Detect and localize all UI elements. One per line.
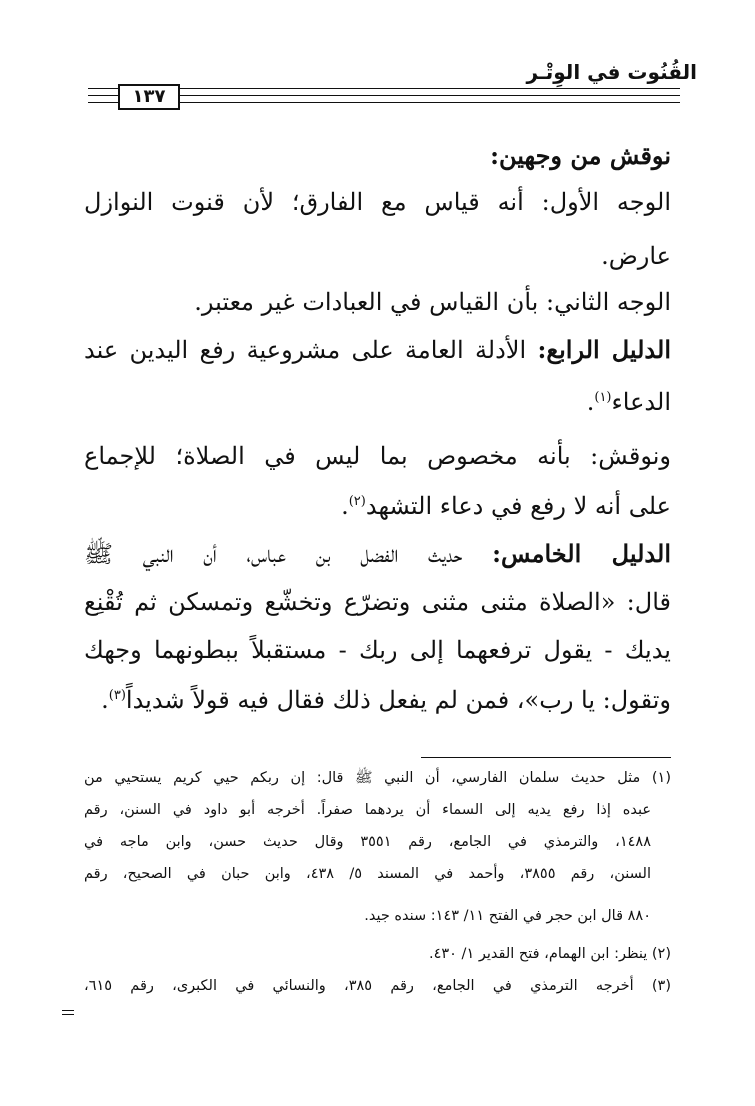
body-line-10: قال: «الصلاة مثنى مثنى وتضرّع وتخشّع وتمسكن ثم تُقْنِع: [84, 588, 671, 616]
continuation-mark: [62, 1010, 74, 1011]
footnote-1-line-1: (١) مثل حديث سلمان الفارسي، أن النبي ﷺ قال: إن ربكم حيي كريم يستحيي من: [84, 770, 671, 786]
header-rule-right-bottom: [180, 102, 680, 103]
running-title: القُنُوت في الوِتْـر: [526, 60, 697, 84]
footnote-1-line-5: ٨٨٠ قال ابن حجر في الفتح ١١/ ١٤٣: سنده جيد.: [364, 908, 651, 924]
body-line-9: الدليل الخامس: حديث الفضل بن عباس، أن النبي ﷺ: [84, 539, 671, 568]
evidence-heading-5: الدليل الخامس:: [492, 539, 671, 568]
footnote-separator: [421, 757, 671, 758]
footnote-1-line-4: السنن، رقم ٣٨٥٥، وأحمد في المسند ٥/ ٤٣٨، وابن حبان في الصحيح، رقم: [84, 866, 652, 882]
footnote-ref-2: (٢): [348, 494, 366, 509]
header-rule-right-mid: [180, 95, 680, 96]
body-line-6: الدعاء$^{(١)}$.: [586, 388, 671, 416]
body-line-5: الدليل الرابع: الأدلة العامة على مشروعية رفع اليدين عند: [84, 335, 672, 364]
body-line-8: على أنه لا رفع في دعاء التشهد$^{(٢)}$.: [341, 492, 671, 520]
body-line-11: يديك - يقول ترفعهما إلى ربك - مستقبلاً ببطونهما وجهك: [84, 636, 671, 664]
body-line-4: الوجه الثاني: بأن القياس في العبادات غير معتبر.: [194, 288, 671, 316]
footnote-1-line-3: ١٤٨٨، والترمذي في الجامع، رقم ٣٥٥١ وقال حديث حسن، وابن ماجه في: [84, 834, 651, 850]
body-line-12: وتقول: يا رب»، فمن لم يفعل ذلك فقال فيه قولاً شديداً$^{(٣)}$.: [101, 686, 671, 714]
continuation-mark-2: [62, 1014, 74, 1015]
footnote-2: (٢) ينظر: ابن الهمام، فتح القدير ١/ ٤٣٠.: [428, 946, 671, 962]
header-rule-left-bottom: [88, 102, 118, 103]
body-line-1: نوقش من وجهين:: [490, 141, 671, 170]
page-number: ١٣٧: [118, 84, 180, 110]
footnote-1-line-2: عبده إذا رفع يديه إلى السماء أن يردهما صفراً. أخرجه أبو داود في السنن، رقم: [84, 802, 651, 818]
header-rule-left-top: [88, 88, 118, 89]
body-line-7: ونوقش: بأنه مخصوص بما ليس في الصلاة؛ للإجماع: [84, 442, 671, 470]
footnote-3-line-1: (٣) أخرجه الترمذي في الجامع، رقم ٣٨٥، والنسائي في الكبرى، رقم ٦١٥،: [84, 978, 671, 994]
header-rule-left-mid: [88, 95, 118, 96]
footnote-ref-1: (١): [594, 390, 612, 405]
footnote-ref-3: (٣): [108, 688, 126, 703]
evidence-heading-4: الدليل الرابع:: [537, 335, 672, 364]
body-line-2: الوجه الأول: أنه قياس مع الفارق؛ لأن قنوت النوازل: [84, 188, 671, 216]
body-line-3: عارض.: [601, 242, 671, 270]
header-rule-right-top: [180, 88, 680, 89]
